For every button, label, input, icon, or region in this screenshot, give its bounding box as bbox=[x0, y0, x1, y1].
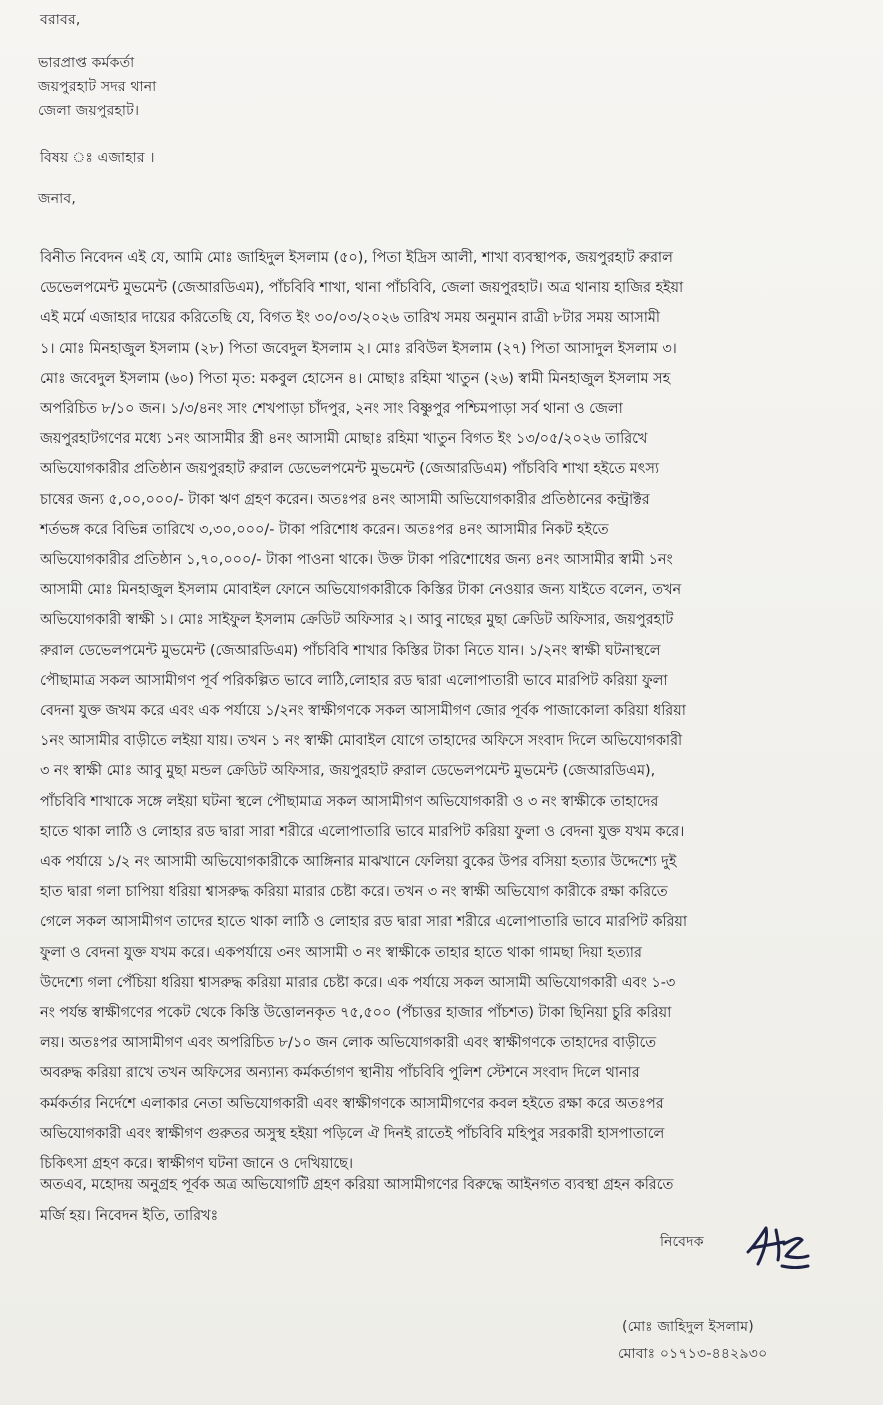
body-line: রুরাল ডেভেলপমেন্ট মুভমেন্ট (জেআরডিএম) পাঁচবিবি শাখার কিস্তির টাকা নিতে যান। ১/২নং স্বাক্ষী ঘটনাস্থলে bbox=[40, 643, 661, 660]
body-line: মোঃ জবেদুল ইসলাম (৬০) পিতা মৃত: মকবুল হোসেন ৪। মোছাঃ রহিমা খাতুন (২৬) স্বামী মিনহাজুল ইসলাম সহ bbox=[40, 371, 671, 388]
body-line: ৩ নং স্বাক্ষী মোঃ আবু মুছা মন্ডল ক্রেডিট অফিসার, জয়পুরহাট রুরাল ডেভেলপমেন্ট মুভমেন্ট (জেআরডিএম), bbox=[40, 763, 656, 780]
body-line: পৌছামাত্র সকল আসামীগণ পূর্ব পরিকল্পিত ভাবে লাঠি,লোহার রড দ্বারা এলোপাতারী ভাবে মারপিট করিয়া ফুলা bbox=[40, 673, 668, 690]
body-line: চিকিৎসা গ্রহণ করে। স্বাক্ষীগণ ঘটনা জানে ও দেখিয়াছে। bbox=[40, 1156, 354, 1173]
body-line: অভিযোগকারী স্বাক্ষী ১। মোঃ সাইফুল ইসলাম ক্রেডিট অফিসার ২। আবু নাছের মুছা ক্রেডিট অফিসার, জয়পুরহাট bbox=[40, 612, 674, 629]
body-line: বিনীত নিবেদন এই যে, আমি মোঃ জাহিদুল ইসলাম (৫০), পিতা ইদ্রিস আলী, শাখা ব্যবস্থাপক, জয়পুরহাট রুরাল bbox=[40, 250, 673, 267]
signatory-name: (মোঃ জাহিদুল ইসলাম) bbox=[622, 1319, 754, 1335]
body-line: ১। মোঃ মিনহাজুল ইসলাম (২৮) পিতা জবেদুল ইসলাম ২। মোঃ রবিউল ইসলাম (২৭) পিতা আসাদুল ইসলাম ৩। bbox=[40, 341, 677, 358]
addressee-line-1: ভারপ্রাপ্ত কর্মকর্তা bbox=[38, 55, 135, 71]
body-line: নং পর্যন্ত স্বাক্ষীগণের পকেট থেকে কিস্তি উত্তোলনকৃত ৭৫,৫০০ (পঁচাত্তর হাজার পাঁচশত) টাকা ছিনিয়া চুরি করিয়া bbox=[40, 1005, 672, 1022]
body-line: ডেভেলপমেন্ট মুভমেন্ট (জেআরডিএম), পাঁচবিবি শাখা, থানা পাঁচবিবি, জেলা জয়পুরহাট। অত্র থানায় হাজির হইয়া bbox=[40, 280, 684, 297]
body-line: ফুলা ও বেদনা যুক্ত যখম করে। একপর্যায়ে ৩নং আসামী ৩ নং স্বাক্ষীকে তাহার হাতে থাকা গামছা দিয়া হত্যার bbox=[40, 945, 642, 962]
body-line: উদেশ্যে গলা পেঁচিয়া ধরিয়া শ্বাসরুদ্ধ করিয়া মারার চেষ্টা করে। এক পর্যায়ে সকল আসামী অভিযোগকারী এবং ১-৩ bbox=[40, 975, 676, 992]
addressee-line-2: জয়পুরহাট সদর থানা bbox=[38, 79, 157, 95]
body-line: চাষের জন্য ৫,০০,০০০/- টাকা ঋণ গ্রহণ করেন। অতঃপর ৪নং আসামী অভিযোগকারীর প্রতিষ্ঠানের কন্ট্রাক্টর bbox=[40, 492, 650, 509]
addressee-line-3: জেলা জয়পুরহাট। bbox=[38, 103, 140, 119]
body-line: হাতে থাকা লাঠি ও লোহার রড দ্বারা সারা শরীরে এলোপাতারি ভাবে মারপিট করিয়া ফুলা ও বেদনা যুক্ত যখম করে। bbox=[40, 824, 685, 841]
body-line: এক পর্যায়ে ১/২ নং আসামী অভিযোগকারীকে আঙ্গিনার মাঝখানে ফেলিয়া বুকের উপর বসিয়া হত্যার উদ্দেশ্যে দুই bbox=[40, 854, 677, 871]
body-line: অপরিচিত ৮/১০ জন। ১/৩/৪নং সাং শেখপাড়া চাঁদপুর, ২নং সাং বিষ্ণুপুর পশ্চিমপাড়া সর্ব থানা ও জেলা bbox=[40, 401, 623, 418]
closing-line: মর্জি হয়। নিবেদন ইতি, তারিখঃ bbox=[40, 1208, 219, 1225]
subject-line: বিষয় ঃ এজাহার । bbox=[40, 150, 155, 166]
signatory-mobile: মোবাঃ ০১৭১৩-৪৪২৯৩০ bbox=[618, 1346, 768, 1362]
salutation-to: বরাবর, bbox=[40, 12, 81, 28]
body-line: কর্মকর্তার নির্দেশে এলাকার নেতা অভিযোগকারী এবং স্বাক্ষীগণকে আসামীগণের কবল হইতে রক্ষা করে অতঃপর bbox=[40, 1096, 664, 1113]
signature-label: নিবেদক bbox=[660, 1234, 704, 1250]
body-line: ১নং আসামীর বাড়ীতে লইয়া যায়। তখন ১ নং স্বাক্ষী মোবাইল যোগে তাহাদের অফিসে সংবাদ দিলে অভিযোগকারী bbox=[40, 733, 683, 750]
body-line: জয়পুরহাটগণের মধ্যে ১নং আসামীর স্ত্রী ৪নং আসামী মোছাঃ রহিমা খাতুন বিগত ইং ১৩/০৫/২০২৬ তারিখে bbox=[40, 431, 648, 448]
body-line: অবরুদ্ধ করিয়া রাখে তখন অফিসের অন্যান্য কর্মকর্তাগণ স্থানীয় পাঁচবিবি পুলিশ স্টেশনে সংবাদ দিলে থানার bbox=[40, 1065, 640, 1082]
body-line: অভিযোগকারী এবং স্বাক্ষীগণ গুরুতর অসুস্থ হইয়া পড়িলে ঐ দিনই রাতেই পাঁচবিবি মহিপুর সরকারী হাসপাতালে bbox=[40, 1126, 665, 1143]
handwritten-signature bbox=[742, 1222, 812, 1272]
body-line: গেলে সকল আসামীগণ তাদের হাতে থাকা লাঠি ও লোহার রড দ্বারা সারা শরীরে এলোপাতারি ভাবে মারপিট করিয়া bbox=[40, 914, 688, 931]
body-line: অভিযোগকারীর প্রতিষ্ঠান ১,৭০,০০০/- টাকা পাওনা থাকে। উক্ত টাকা পরিশোধের জন্য ৪নং আসামীর স্বামী ১নং bbox=[40, 552, 673, 569]
body-line: লয়। অতঃপর আসামীগণ এবং অপরিচিত ৮/১০ জন লোক অভিযোগকারী এবং স্বাক্ষীগণকে তাহাদের বাড়ীতে bbox=[40, 1035, 657, 1052]
body-line: শর্তভঙ্গ করে বিভিন্ন তারিখে ৩,৩০,০০০/- টাকা পরিশোধ করেন। অতঃপর ৪নং আসামীর নিকট হইতে bbox=[40, 522, 609, 539]
body-line: হাত দ্বারা গলা চাপিয়া ধরিয়া শ্বাসরুদ্ধ করিয়া মারার চেষ্টা করে। তখন ৩ নং স্বাক্ষী অভিযোগ কারীকে রক্ষা করিতে bbox=[40, 884, 668, 901]
greeting-line: জনাব, bbox=[38, 191, 76, 207]
closing-line: অতএব, মহোদয় অনুগ্রহ পূর্বক অত্র অভিযোগটি গ্রহণ করিয়া আসামীগণের বিরুদ্ধে আইনগত ব্যবস্থা গ্রহন করিতে bbox=[40, 1177, 674, 1194]
body-line: অভিযোগকারীর প্রতিষ্ঠান জয়পুরহাট রুরাল ডেভেলপমেন্ট মুভমেন্ট (জেআরডিএম) পাঁচবিবি শাখা হইতে মৎস্য bbox=[40, 461, 660, 478]
body-line: আসামী মোঃ মিনহাজুল ইসলাম মোবাইল ফোনে অভিযোগকারীকে কিস্তির টাকা নেওয়ার জন্য যাইতে বলেন, তখন bbox=[40, 582, 682, 599]
body-line: এই মর্মে এজাহার দায়ের করিতেছি যে, বিগত ইং ৩০/০৩/২০২৬ তারিখ সময় অনুমান রাত্রী ৮টার সময় আসামী bbox=[40, 310, 661, 327]
body-line: বেদনা যুক্ত জখম করে এবং এক পর্যায়ে ১/২নং স্বাক্ষীগণকে সকল আসামীগণ জোর পূর্বক পাজাকোলা করিয়া ধরিয়া bbox=[40, 703, 686, 720]
body-line: পাঁচবিবি শাখাকে সঙ্গে লইয়া ঘটনা স্থলে পৌছামাত্র সকল আসামীগণ অভিযোগকারী ও ৩ নং স্বাক্ষীকে তাহাদের bbox=[40, 794, 659, 811]
